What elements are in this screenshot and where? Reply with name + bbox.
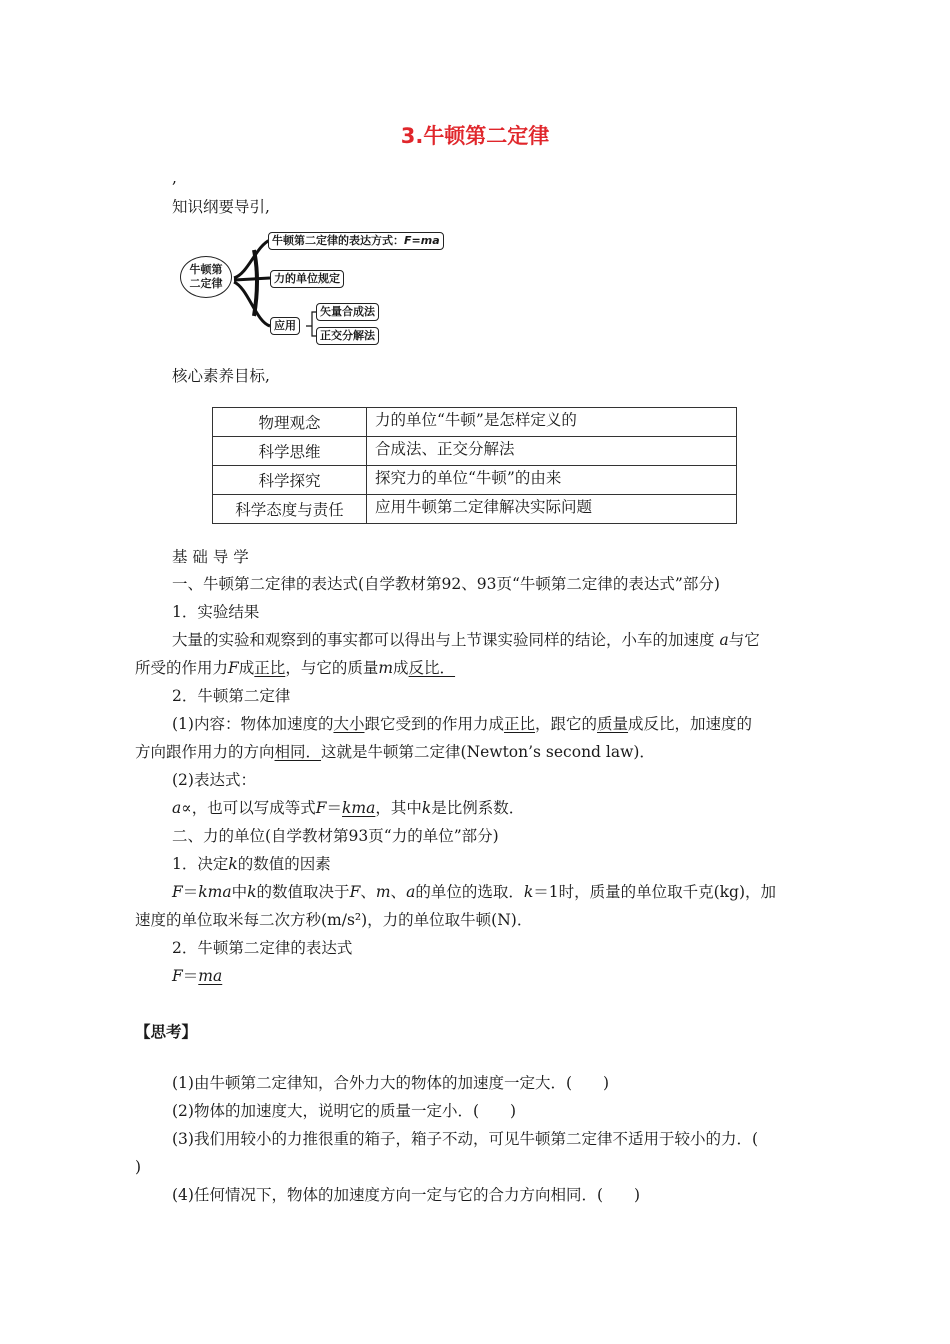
mindmap-sub-orthogonal-decomposition: 正交分解法 <box>316 327 379 345</box>
text: 与它 <box>728 631 760 649</box>
answer-underlined: 反比． <box>408 659 456 677</box>
text: 是比例系数． <box>431 799 525 817</box>
var-k: k <box>523 883 534 901</box>
think-question-2: (2)物体的加速度大，说明它的质量一定小．( ) <box>172 1102 517 1120</box>
think-question-3-cont: ) <box>135 1158 142 1176</box>
knowledge-mindmap <box>178 226 478 350</box>
var-k: k <box>247 883 257 901</box>
section2-item1-title <box>172 854 331 874</box>
text: ，跟它的 <box>535 715 598 733</box>
goal-value: 探究力的单位“牛顿”的由来 <box>367 466 737 495</box>
text: 的数值取决于 <box>256 883 350 901</box>
branch-expression-formula: F=ma <box>404 234 440 247</box>
mindmap-sub-vector-synthesis: 矢量合成法 <box>316 303 379 321</box>
section2-item2-title: 2．牛顿第二定律的表达式 <box>172 939 353 957</box>
var-m: m <box>375 883 391 901</box>
section1-item1-line1 <box>172 630 760 650</box>
text: 中 <box>231 883 248 901</box>
think-question-3: (3)我们用较小的力推很重的箱子，箱子不动，可见牛顿第二定律不适用于较小的力．( <box>172 1130 759 1148</box>
text: 成反比，加速度的 <box>628 715 753 733</box>
text: 、 <box>360 883 376 901</box>
page-title: 3.牛顿第二定律 <box>400 124 550 148</box>
text: 跟它受到的作用力成 <box>364 715 504 733</box>
text: 成 <box>393 659 409 677</box>
answer-underlined: 正比 <box>254 659 286 677</box>
answer-underlined: 相同． <box>274 743 322 761</box>
goal-key: 科学态度与责任 <box>213 495 367 524</box>
var-a: a <box>406 883 416 901</box>
goal-key: 科学思维 <box>213 437 367 466</box>
section2-item1-line1 <box>172 882 776 902</box>
text: ＝ <box>182 967 199 985</box>
mindmap-branch-expression <box>268 232 444 250</box>
mindmap-branch-application: 应用 <box>270 317 300 335</box>
think-question-4: (4)任何情况下，物体的加速度方向一定与它的合力方向相同．( ) <box>172 1186 641 1204</box>
text: 所受的作用力 <box>135 659 229 677</box>
section1-item1-line2 <box>135 658 455 678</box>
text: 大量的实验和观察到的事实都可以得出与上节课实验同样的结论，小车的加速度 <box>172 631 715 649</box>
think-heading: 【思考】 <box>135 1023 198 1041</box>
goal-key: 科学探究 <box>213 466 367 495</box>
answer-underlined: ma <box>198 967 223 985</box>
text: 的单位的选取． <box>415 883 524 901</box>
section1-item2-line2 <box>135 742 655 762</box>
var-F: F <box>349 883 361 901</box>
goals-label: 核心素养目标, <box>172 367 270 385</box>
mindmap-center-node <box>180 256 232 298</box>
stray-comma: , <box>172 169 177 187</box>
section2-heading: 二、力的单位(自学教材第93页“力的单位”部分) <box>172 827 499 845</box>
var-k: k <box>421 799 432 817</box>
answer-underlined: 大小 <box>333 715 365 733</box>
var-k: k <box>228 855 238 873</box>
think-question-1: (1)由牛顿第二定律知，合外力大的物体的加速度一定大．( ) <box>172 1074 610 1092</box>
table-row <box>213 408 737 437</box>
goal-value: 合成法、正交分解法 <box>367 437 737 466</box>
answer-underlined: 正比 <box>504 715 536 733</box>
text: 的数值的因素 <box>237 855 331 873</box>
section2-item2-formula <box>172 966 222 986</box>
core-goals-table <box>212 407 737 524</box>
mindmap-branch-unit: 力的单位规定 <box>270 270 344 288</box>
center-line-2: 二定律 <box>189 277 223 290</box>
var-kma: kma <box>198 883 232 901</box>
table-row <box>213 437 737 466</box>
section1-item2-line1 <box>172 714 752 734</box>
text: ＝ <box>182 883 199 901</box>
section1-heading: 一、牛顿第二定律的表达式(自学教材第92、93页“牛顿第二定律的表达式”部分) <box>172 575 720 593</box>
goal-value: 力的单位“牛顿”是怎样定义的 <box>367 408 737 437</box>
section1-item1-title: 1．实验结果 <box>172 603 260 621</box>
var-F: F <box>228 659 239 677</box>
text: 方向跟作用力的方向 <box>135 743 275 761</box>
var-F: F <box>172 883 183 901</box>
text: 、 <box>390 883 407 901</box>
text: ∝，也可以写成等式 <box>181 799 316 817</box>
text: ，与它的质量 <box>285 659 379 677</box>
answer-underlined: 质量 <box>597 715 629 733</box>
basics-heading: 基 础 导 学 <box>172 548 249 566</box>
branch-expression-text: 牛顿第二定律的表达方式： <box>272 234 404 247</box>
table-row <box>213 495 737 524</box>
var-a: a <box>172 799 182 817</box>
goal-key: 物理观念 <box>213 408 367 437</box>
text: ＝ <box>326 799 343 817</box>
table-row <box>213 466 737 495</box>
var-a: a <box>719 631 729 649</box>
goal-value: 应用牛顿第二定律解决实际问题 <box>367 495 737 524</box>
outline-label: 知识纲要导引, <box>172 198 270 216</box>
section2-item1-line2: 速度的单位取米每二次方秒(m/s²)，力的单位取牛顿(N)． <box>135 911 533 929</box>
var-F: F <box>315 799 327 817</box>
var-F: F <box>172 967 183 985</box>
text: 这就是牛顿第二定律(Newton’s second law)． <box>321 743 655 761</box>
text: 成 <box>238 659 255 677</box>
section1-item2-title: 2．牛顿第二定律 <box>172 687 291 705</box>
text: 1．决定 <box>172 855 229 873</box>
var-m: m <box>378 659 394 677</box>
text: (1)内容：物体加速度的 <box>172 715 334 733</box>
text: ，其中 <box>375 799 422 817</box>
section1-item3-line <box>172 798 524 818</box>
text: ＝1时，质量的单位取千克(kg)，加 <box>533 883 777 901</box>
center-line-1: 牛顿第 <box>189 263 223 276</box>
section1-item3-title: (2)表达式： <box>172 771 256 789</box>
answer-underlined: kma <box>342 799 376 817</box>
